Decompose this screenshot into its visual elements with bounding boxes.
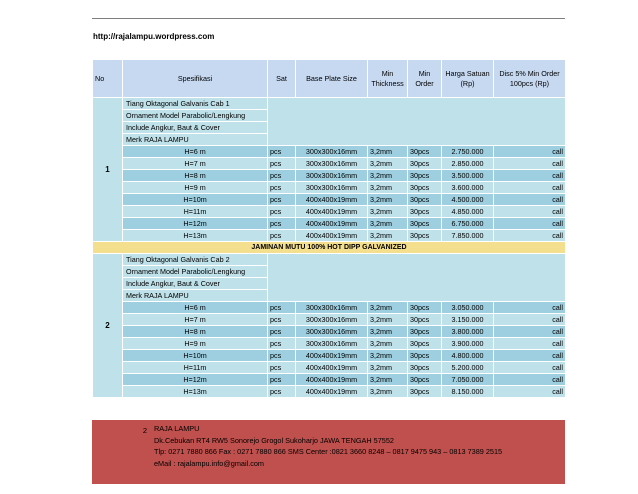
min-order-cell: 30pcs	[408, 314, 442, 326]
discount-cell: call	[494, 386, 566, 398]
guarantee-banner: JAMINAN MUTU 100% HOT DIPP GALVANIZED	[93, 242, 566, 254]
base-plate-cell: 300x300x16mm	[296, 314, 368, 326]
unit-cell: pcs	[268, 170, 296, 182]
thickness-cell: 3,2mm	[368, 314, 408, 326]
footer-email: eMail : rajalampu.info@gmail.com	[154, 458, 265, 468]
col-disc: Disc 5% Min Order 100pcs (Rp)	[494, 60, 566, 98]
desc-row	[93, 254, 566, 266]
price-cell: 7.850.000	[442, 230, 494, 242]
price-cell: 3.800.000	[442, 326, 494, 338]
unit-cell: pcs	[268, 386, 296, 398]
table-row	[93, 374, 566, 386]
footer-address-block	[154, 423, 502, 469]
discount-cell: call	[494, 362, 566, 374]
table-row	[93, 230, 566, 242]
guarantee-banner-row	[93, 242, 566, 254]
spec-description: Include Angkur, Baut & Cover	[123, 278, 268, 290]
price-cell: 4.850.000	[442, 206, 494, 218]
unit-cell: pcs	[268, 146, 296, 158]
unit-cell: pcs	[268, 326, 296, 338]
table-row	[93, 158, 566, 170]
thickness-cell: 3,2mm	[368, 386, 408, 398]
unit-cell: pcs	[268, 350, 296, 362]
min-order-cell: 30pcs	[408, 374, 442, 386]
table-row	[93, 314, 566, 326]
min-order-cell: 30pcs	[408, 170, 442, 182]
base-plate-cell: 300x300x16mm	[296, 170, 368, 182]
table-row	[93, 362, 566, 374]
footer-address: Dk.Cebukan RT4 RW5 Sonorejo Grogol Sukoharjo JAWA TENGAH 57552	[154, 435, 394, 445]
thickness-cell: 3,2mm	[368, 182, 408, 194]
base-plate-cell: 400x400x19mm	[296, 386, 368, 398]
base-plate-cell: 300x300x16mm	[296, 338, 368, 350]
col-spesifikasi: Spesifikasi	[123, 60, 268, 98]
price-cell: 3.900.000	[442, 338, 494, 350]
min-order-cell: 30pcs	[408, 182, 442, 194]
base-plate-cell: 400x400x19mm	[296, 218, 368, 230]
discount-cell: call	[494, 206, 566, 218]
spec-description: Tiang Oktagonal Galvanis Cab 2	[123, 254, 268, 266]
discount-cell: call	[494, 194, 566, 206]
table-body	[93, 98, 566, 398]
discount-cell: call	[494, 218, 566, 230]
discount-cell: call	[494, 302, 566, 314]
thickness-cell: 3,2mm	[368, 338, 408, 350]
height-cell: H=11m	[123, 362, 268, 374]
price-cell: 4.500.000	[442, 194, 494, 206]
unit-cell: pcs	[268, 158, 296, 170]
thickness-cell: 3,2mm	[368, 158, 408, 170]
price-cell: 3.500.000	[442, 170, 494, 182]
thickness-cell: 3,2mm	[368, 362, 408, 374]
thickness-cell: 3,2mm	[368, 170, 408, 182]
height-cell: H=6 m	[123, 146, 268, 158]
thickness-cell: 3,2mm	[368, 302, 408, 314]
height-cell: H=13m	[123, 386, 268, 398]
price-cell: 2.750.000	[442, 146, 494, 158]
discount-cell: call	[494, 182, 566, 194]
min-order-cell: 30pcs	[408, 302, 442, 314]
min-order-cell: 30pcs	[408, 230, 442, 242]
min-order-cell: 30pcs	[408, 326, 442, 338]
base-plate-cell: 300x300x16mm	[296, 158, 368, 170]
height-cell: H=11m	[123, 206, 268, 218]
table-row	[93, 182, 566, 194]
min-order-cell: 30pcs	[408, 386, 442, 398]
empty-cell	[268, 254, 566, 302]
unit-cell: pcs	[268, 230, 296, 242]
table-row	[93, 206, 566, 218]
group-number: 2	[93, 254, 123, 398]
price-table	[92, 59, 566, 398]
unit-cell: pcs	[268, 206, 296, 218]
unit-cell: pcs	[268, 362, 296, 374]
base-plate-cell: 400x400x19mm	[296, 206, 368, 218]
base-plate-cell: 400x400x19mm	[296, 350, 368, 362]
unit-cell: pcs	[268, 338, 296, 350]
base-plate-cell: 400x400x19mm	[296, 374, 368, 386]
unit-cell: pcs	[268, 194, 296, 206]
thickness-cell: 3,2mm	[368, 218, 408, 230]
height-cell: H=12m	[123, 374, 268, 386]
page-number: 2	[142, 426, 147, 435]
price-cell: 3.150.000	[442, 314, 494, 326]
table-row	[93, 194, 566, 206]
spec-description: Merk RAJA LAMPU	[123, 134, 268, 146]
desc-row	[93, 98, 566, 110]
unit-cell: pcs	[268, 374, 296, 386]
table-row	[93, 338, 566, 350]
discount-cell: call	[494, 158, 566, 170]
col-no: No	[93, 60, 123, 98]
thickness-cell: 3,2mm	[368, 326, 408, 338]
col-base-plate: Base Plate Size	[296, 60, 368, 98]
footer-phone: Tlp: 0271 7880 866 Fax : 0271 7880 866 SMS Center :0821 3660 8248 – 0817 9475 943 – 0813 7389 2515	[154, 447, 503, 456]
min-order-cell: 30pcs	[408, 350, 442, 362]
base-plate-cell: 300x300x16mm	[296, 326, 368, 338]
spec-description: Merk RAJA LAMPU	[123, 290, 268, 302]
discount-cell: call	[494, 314, 566, 326]
table-row	[93, 170, 566, 182]
base-plate-cell: 300x300x16mm	[296, 146, 368, 158]
footer-company: RAJA LAMPU	[154, 424, 200, 433]
spec-description: Ornament Model Parabolic/Lengkung	[123, 266, 268, 278]
table-row	[93, 218, 566, 230]
price-cell: 3.600.000	[442, 182, 494, 194]
discount-cell: call	[494, 230, 566, 242]
col-min-order: Min Order	[408, 60, 442, 98]
height-cell: H=8 m	[123, 326, 268, 338]
table-header-row	[93, 60, 566, 98]
table-row	[93, 350, 566, 362]
discount-cell: call	[494, 374, 566, 386]
site-url: http://rajalampu.wordpress.com	[93, 32, 215, 41]
unit-cell: pcs	[268, 218, 296, 230]
height-cell: H=10m	[123, 350, 268, 362]
min-order-cell: 30pcs	[408, 218, 442, 230]
price-cell: 2.850.000	[442, 158, 494, 170]
price-cell: 6.750.000	[442, 218, 494, 230]
min-order-cell: 30pcs	[408, 158, 442, 170]
thickness-cell: 3,2mm	[368, 194, 408, 206]
table-row	[93, 386, 566, 398]
min-order-cell: 30pcs	[408, 194, 442, 206]
base-plate-cell: 300x300x16mm	[296, 182, 368, 194]
height-cell: H=9 m	[123, 338, 268, 350]
col-harga: Harga Satuan (Rp)	[442, 60, 494, 98]
spec-description: Tiang Oktagonal Galvanis Cab 1	[123, 98, 268, 110]
base-plate-cell: 400x400x19mm	[296, 194, 368, 206]
header-rule	[92, 18, 565, 19]
discount-cell: call	[494, 170, 566, 182]
price-cell: 4.800.000	[442, 350, 494, 362]
thickness-cell: 3,2mm	[368, 350, 408, 362]
base-plate-cell: 400x400x19mm	[296, 230, 368, 242]
min-order-cell: 30pcs	[408, 338, 442, 350]
height-cell: H=10m	[123, 194, 268, 206]
price-cell: 7.050.000	[442, 374, 494, 386]
min-order-cell: 30pcs	[408, 362, 442, 374]
empty-cell	[268, 98, 566, 146]
discount-cell: call	[494, 338, 566, 350]
price-cell: 5.200.000	[442, 362, 494, 374]
table-row	[93, 146, 566, 158]
base-plate-cell: 400x400x19mm	[296, 362, 368, 374]
discount-cell: call	[494, 326, 566, 338]
spec-description: Ornament Model Parabolic/Lengkung	[123, 110, 268, 122]
group-number: 1	[93, 98, 123, 242]
height-cell: H=13m	[123, 230, 268, 242]
unit-cell: pcs	[268, 302, 296, 314]
height-cell: H=7 m	[123, 314, 268, 326]
unit-cell: pcs	[268, 182, 296, 194]
discount-cell: call	[494, 350, 566, 362]
price-cell: 8.150.000	[442, 386, 494, 398]
thickness-cell: 3,2mm	[368, 146, 408, 158]
table-row	[93, 326, 566, 338]
min-order-cell: 30pcs	[408, 206, 442, 218]
height-cell: H=7 m	[123, 158, 268, 170]
base-plate-cell: 300x300x16mm	[296, 302, 368, 314]
table-row	[93, 302, 566, 314]
height-cell: H=9 m	[123, 182, 268, 194]
height-cell: H=8 m	[123, 170, 268, 182]
thickness-cell: 3,2mm	[368, 374, 408, 386]
height-cell: H=6 m	[123, 302, 268, 314]
thickness-cell: 3,2mm	[368, 230, 408, 242]
unit-cell: pcs	[268, 314, 296, 326]
min-order-cell: 30pcs	[408, 146, 442, 158]
discount-cell: call	[494, 146, 566, 158]
col-min-thickness: Min Thickness	[368, 60, 408, 98]
col-sat: Sat	[268, 60, 296, 98]
spec-description: Include Angkur, Baut & Cover	[123, 122, 268, 134]
thickness-cell: 3,2mm	[368, 206, 408, 218]
price-cell: 3.050.000	[442, 302, 494, 314]
height-cell: H=12m	[123, 218, 268, 230]
